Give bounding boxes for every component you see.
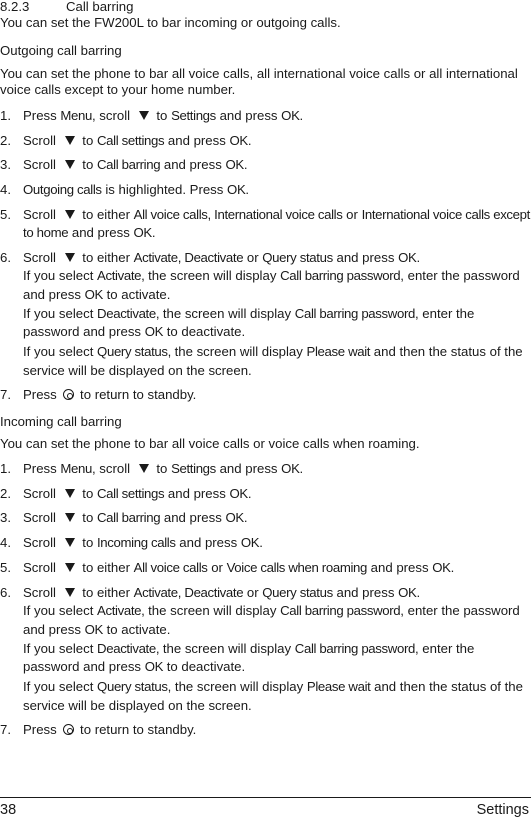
step-number: 3. [0, 157, 11, 172]
ok-key-label: OK [229, 133, 248, 148]
outgoing-description-line: voice calls except to your home number. [0, 82, 236, 97]
option-activate: Activate, [97, 603, 145, 618]
menu-option-outgoing-calls: Outgoing calls [23, 182, 102, 197]
ok-key-label: OK [144, 659, 164, 674]
scroll-down-arrow-icon [65, 588, 75, 597]
step-number: 2. [0, 486, 11, 501]
screen-call-barring-password: Call barring password [280, 603, 401, 618]
scroll-down-arrow-icon [65, 253, 75, 262]
scroll-down-arrow-icon [65, 513, 75, 522]
chapter-name: Settings [476, 802, 529, 818]
scroll-down-arrow-icon [65, 210, 75, 219]
option-activate: Activate, [97, 268, 145, 283]
ok-key-label: OK [398, 585, 417, 600]
step-number: 1. [0, 461, 11, 476]
option-international-voice-calls: International voice calls [214, 207, 343, 222]
ok-key-label: OK [84, 622, 103, 637]
page-number: 38 [0, 802, 17, 818]
ok-key-label: OK [240, 535, 260, 550]
menu-option-call-settings: Call settings [96, 133, 165, 148]
option-activate: Activate [133, 585, 178, 600]
outgoing-description [0, 66, 518, 98]
menu-option-settings: Settings [171, 108, 216, 123]
ok-key-label: OK [84, 287, 103, 302]
scroll-down-arrow-icon [65, 489, 75, 498]
option-international-except-home-cont: to home [23, 225, 69, 240]
incoming-description: You can set the phone to bar all voice calls or voice calls when roaming. [0, 436, 420, 451]
ok-key-label: OK [281, 461, 300, 476]
ok-key-label: OK [281, 108, 300, 123]
screen-call-barring-password: Call barring password [280, 268, 401, 283]
ok-key-label: OK [398, 250, 417, 265]
option-international-except-home: International voice calls except [361, 207, 530, 222]
option-deactivate: Deactivate, [97, 306, 160, 321]
option-deactivate: Deactivate [184, 250, 244, 265]
ok-key-label: OK [227, 182, 246, 197]
option-all-voice-calls: All voice calls [133, 207, 208, 222]
step-number: 7. [0, 387, 11, 402]
step-number: 7. [0, 722, 11, 737]
scroll-down-arrow-icon [65, 538, 75, 547]
option-query-status: Query status [262, 250, 333, 265]
step-number: 5. [0, 207, 11, 222]
ok-key-label: OK [229, 486, 248, 501]
option-query-status: Query status, [97, 344, 171, 359]
step-number: 1. [0, 108, 11, 123]
step-number: 6. [0, 585, 11, 600]
scroll-down-arrow-icon [65, 160, 75, 169]
screen-please-wait: Please wait [306, 679, 371, 694]
option-query-status: Query status [97, 679, 168, 694]
section-heading [0, 0, 133, 15]
ok-key-label: OK [133, 225, 152, 240]
ok-key-label: OK [225, 510, 244, 525]
step-number: 4. [0, 535, 11, 550]
menu-option-call-barring: Call barring [96, 157, 161, 172]
menu-key-label: Menu [60, 108, 92, 123]
step-number: 4. [0, 182, 11, 197]
step-number: 6. [0, 250, 11, 265]
ok-key-label: OK [432, 560, 451, 575]
end-key-icon [63, 724, 74, 735]
step-number: 2. [0, 133, 11, 148]
step-number: 3. [0, 510, 11, 525]
menu-option-call-settings: Call settings [96, 486, 165, 501]
section-intro: You can set the FW200L to bar incoming or outgoing calls. [0, 15, 341, 30]
option-all-voice-calls: All voice calls [133, 560, 208, 575]
menu-option-settings: Settings [171, 461, 216, 476]
menu-key-label: Menu [60, 461, 92, 476]
ok-key-label: OK [144, 324, 164, 339]
section-number: 8.2.3 [0, 0, 30, 14]
option-activate: Activate [133, 250, 178, 265]
scroll-down-arrow-icon [139, 111, 149, 120]
outgoing-description-line: You can set the phone to bar all voice calls, all international voice calls or all international [0, 66, 518, 81]
option-deactivate: Deactivate, [97, 641, 160, 656]
menu-option-call-barring: Call barring [96, 510, 161, 525]
step-number: 5. [0, 560, 11, 575]
ok-key-label: OK [225, 157, 244, 172]
scroll-down-arrow-icon [65, 136, 75, 145]
footer-divider [0, 797, 531, 798]
end-key-icon [63, 389, 74, 400]
manual-page: 8.2.3 Call barring You can set the FW200L to bar incoming or outgoing calls. Outgoing call barring You can set the phone to bar all voice calls, all international voice calls or all international voice calls except to your home number. 1. Press Menu, scroll to Settings and press OK. 2. Scroll to Call settings and press OK. 3. Scroll to Call barring and press OK. 4. Outgoing calls is highlighted. Press OK. 5. Scroll to either All voice calls, International voice calls or International voice calls except to home and press OK. 6. Scroll to either Activate, Deactivate or Query status and press OK. If you select Activate, the screen will display Call barring password, enter the password and press OK to activate. If you select Deactivate, the screen will display Call barring password, enter the password and press OK to deactivate. If you select Query status, the screen will display Please wait and then the status of the service will be displayed on the screen. 7. Press to return to standby. Incoming call barring You can set the phone to bar all voice calls or voice calls when roaming. 1. Press Menu, scroll to Settings and press OK. 2. Scroll to Call settings and press OK. 3. Scroll to Call barring and press OK. 4. Scroll to Incoming calls and press OK. 5. Scroll to either All voice calls or Voice calls when roaming and press OK. 6. Scroll to either Activate, Deactivate or Query status and press OK. If you select Activate, the screen will display Call barring password, enter the password and press OK to activate. If you select Deactivate, the screen will display Call barring password, enter the password and press OK to deactivate. If you select Query status, the screen will display Please wait and then the status of the service will be displayed on the screen. 7. Press to return to standby. 38 Settings [0, 0, 530, 818]
option-deactivate: Deactivate [184, 585, 244, 600]
scroll-down-arrow-icon [65, 563, 75, 572]
section-title: Call barring [66, 0, 134, 14]
menu-option-incoming-calls: Incoming calls [96, 535, 176, 550]
incoming-heading: Incoming call barring [0, 414, 122, 429]
screen-call-barring-password: Call barring password [294, 641, 415, 656]
option-query-status: Query status [262, 585, 333, 600]
outgoing-heading: Outgoing call barring [0, 43, 122, 58]
screen-please-wait: Please wait [306, 344, 371, 359]
screen-call-barring-password: Call barring password [294, 306, 415, 321]
option-voice-calls-when-roaming: Voice calls when roaming [226, 560, 367, 575]
scroll-down-arrow-icon [139, 464, 149, 473]
